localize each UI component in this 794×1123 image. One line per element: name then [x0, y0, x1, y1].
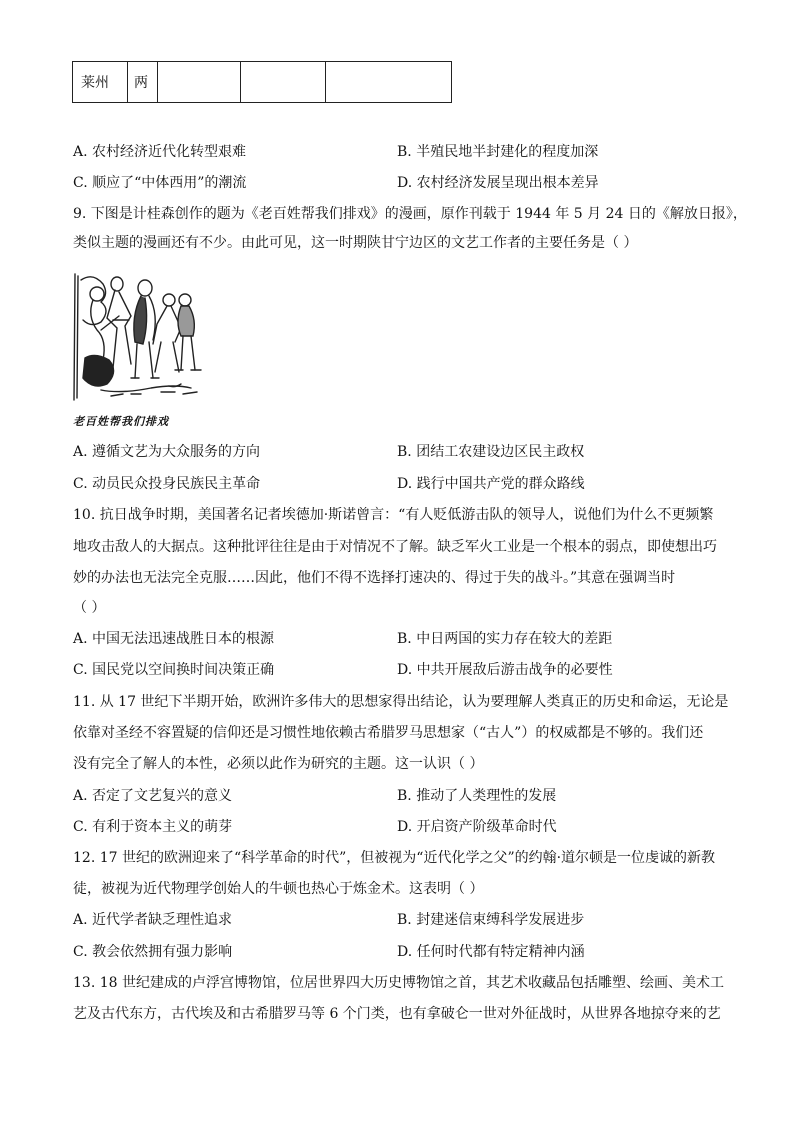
- q8-option-b: B. 半殖民地半封建化的程度加深: [397, 144, 599, 160]
- q8-option-c: C. 顺应了“中体西用”的潮流: [73, 175, 247, 191]
- table-cell: 两: [128, 62, 158, 103]
- q12-option-b: B. 封建迷信束缚科学发展进步: [397, 912, 585, 928]
- q10-option-d: D. 中共开展敌后游击战争的必要性: [397, 662, 613, 678]
- q10-stem-line: 妙的办法也无法完全克服……因此，他们不得不选择打速决的、得过于失的战斗。”其意在强调当时: [73, 570, 676, 586]
- table-cell: [158, 62, 241, 103]
- q13-stem-line: 13. 18 世纪建成的卢浮宫博物馆，位居世界四大历史博物馆之首，其艺术收藏品包括雕塑、绘画、美术工: [73, 975, 724, 991]
- q10-stem-line: （ ）: [73, 600, 106, 616]
- q9-stem-line: 9. 下图是计桂森创作的题为《老百姓帮我们排戏》的漫画，原作刊载于 1944 年 5 月 24 日的《解放日报》，: [73, 206, 747, 222]
- q11-option-c: C. 有利于资本主义的萌芽: [73, 819, 233, 835]
- table-cell: [326, 62, 452, 103]
- q10-option-c: C. 国民党以空间换时间决策正确: [73, 662, 275, 678]
- table-row: [73, 62, 452, 103]
- q10-stem-line: 地攻击敌人的大据点。这种批评往往是由于对情况不了解。缺乏军火工业是一个根本的弱点，即使想出巧: [73, 539, 717, 555]
- q11-option-b: B. 推动了人类理性的发展: [397, 788, 557, 804]
- q10-option-b: B. 中日两国的实力存在较大的差距: [397, 631, 613, 647]
- q11-option-a: A. 否定了文艺复兴的意义: [73, 788, 233, 804]
- q12-stem-line: 徒，被视为近代物理学创始人的牛顿也热心于炼金术。这表明（ ）: [73, 881, 484, 897]
- cartoon-illustration: [71, 270, 219, 408]
- q12-option-c: C. 教会依然拥有强力影响: [73, 944, 233, 960]
- q11-stem-line: 没有完全了解人的本性，必须以此作为研究的主题。这一认识（ ）: [73, 756, 484, 772]
- q9-stem-line: 类似主题的漫画还有不少。由此可见，这一时期陕甘宁边区的文艺工作者的主要任务是（ ）: [73, 235, 638, 251]
- q12-stem-line: 12. 17 世纪的欧洲迎来了“科学革命的时代”，但被视为“近代化学之父”的约翰·道尔顿是一位虔诚的新教: [73, 850, 716, 866]
- table-cell: 莱州: [73, 62, 128, 103]
- q11-option-d: D. 开启资产阶级革命时代: [397, 819, 557, 835]
- q9-option-a: A. 遵循文艺为大众服务的方向: [73, 444, 261, 460]
- q10-stem-line: 10. 抗日战争时期，美国著名记者埃德加·斯诺曾言：“有人贬低游击队的领导人，说他们为什么不更频繁: [73, 507, 714, 523]
- q9-option-d: D. 践行中国共产党的群众路线: [397, 476, 585, 492]
- q8-option-a: A. 农村经济近代化转型艰难: [73, 144, 247, 160]
- q11-stem-line: 11. 从 17 世纪下半期开始，欧洲许多伟大的思想家得出结论，认为要理解人类真正的历史和命运，无论是: [73, 694, 729, 710]
- q8-option-d: D. 农村经济发展呈现出根本差异: [397, 175, 599, 191]
- q12-option-a: A. 近代学者缺乏理性追求: [73, 912, 233, 928]
- q11-stem-line: 依靠对圣经不容置疑的信仰还是习惯性地依赖古希腊罗马思想家（“古人”）的权威都是不够的。我们还: [73, 725, 704, 741]
- table-cell: [241, 62, 326, 103]
- q9-option-b: B. 团结工农建设边区民主政权: [397, 444, 585, 460]
- q12-option-d: D. 任何时代都有特定精神内涵: [397, 944, 585, 960]
- q10-option-a: A. 中国无法迅速战胜日本的根源: [73, 631, 275, 647]
- q9-option-c: C. 动员民众投身民族民主革命: [73, 476, 261, 492]
- q13-stem-line: 艺及古代东方，古代埃及和古希腊罗马等 6 个门类，也有拿破仑一世对外征战时，从世界各地掠夺来的艺: [73, 1006, 721, 1022]
- fragment-table: [72, 61, 452, 103]
- cartoon-caption: 老百姓帮我们排戏: [73, 415, 169, 428]
